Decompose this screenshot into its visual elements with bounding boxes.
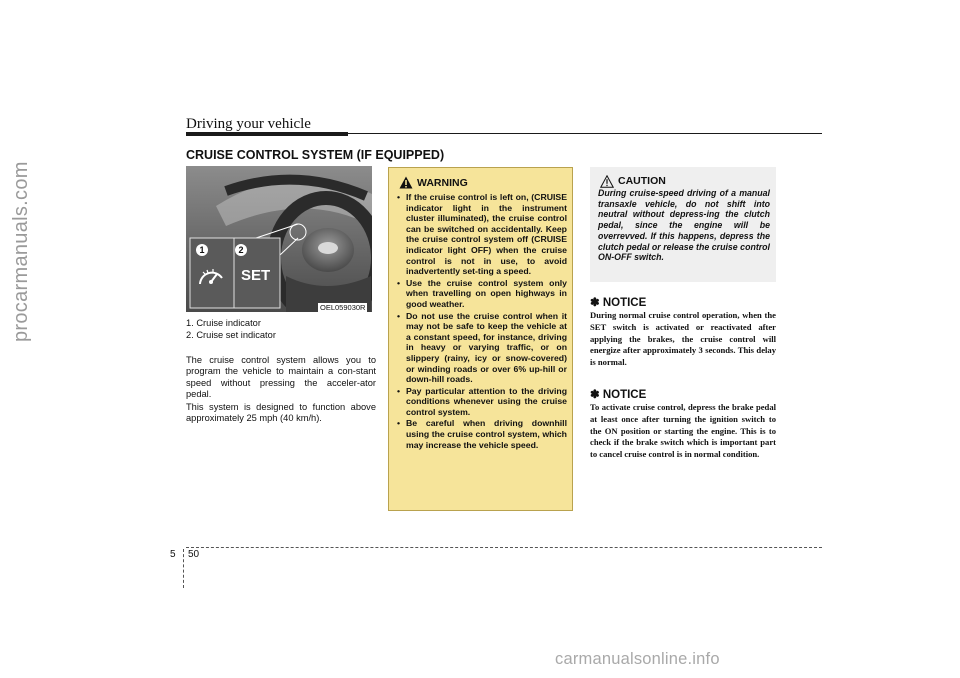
figure-code: OEL059030R [320, 303, 366, 312]
chapter-number: 5 [170, 549, 176, 560]
warning-item: • Be careful when driving downhill using the cruise control system, which may increase the vehicle speed. [397, 418, 567, 450]
footer-divider [183, 549, 184, 588]
dashboard-photo [186, 166, 372, 312]
warning-title: WARNING [417, 177, 468, 189]
caution-title: CAUTION [618, 175, 666, 187]
caution-text: During cruise-speed driving of a manual transaxle vehicle, do not shift into neutral without depress-ing the clutch pedal, since the engine will be overrevved. If this happens, depress the clutch pedal or release the cruise control ON-OFF switch. [598, 188, 770, 263]
callout-2-label: 2 [238, 245, 244, 255]
legend-item: 1. Cruise indicator [186, 318, 261, 328]
footer-rule [186, 547, 822, 548]
body-paragraph: The cruise control system allows you to program the vehicle to maintain a con-stant speed without pressing the acceler-ator pedal. [186, 355, 376, 400]
warning-item: • Do not use the cruise control when it may not be safe to keep the vehicle at a constant speed, for instance, driving in heavy or varying traffic, or on slippery (rainy, icy or snow-covered) or winding roads or over 6% up-hill or down-hill roads. [397, 311, 567, 385]
section-title: Driving your vehicle [186, 116, 311, 132]
page-number: 50 [188, 549, 200, 560]
set-indicator-label: SET [241, 267, 271, 284]
header-rule [348, 133, 822, 134]
warning-triangle-icon [399, 176, 413, 189]
notice-text: To activate cruise control, depress the brake pedal at least once after turning the ignition switch to the ON position or starting the engine. This is to check if the brake switch which is important part to cancel cruise control is in normal condition. [590, 402, 776, 460]
caution-box [590, 167, 776, 282]
caution-triangle-icon [600, 175, 614, 188]
side-watermark: procarmanuals.com [10, 161, 32, 342]
warning-item: • Pay particular attention to the driving conditions whenever using the cruise control system. [397, 386, 567, 418]
warning-box [388, 167, 573, 511]
legend-item: 2. Cruise set indicator [186, 330, 276, 340]
notice-title: ✽ NOTICE [590, 297, 647, 309]
header-bar [186, 132, 348, 136]
callout-2-badge [235, 244, 247, 256]
notice-title: ✽ NOTICE [590, 389, 647, 401]
dashboard-illustration [186, 166, 372, 312]
warning-item: • If the cruise control is left on, (CRUISE indicator light in the instrument cluster illuminated), the cruise control can be switched on accidentally. Keep the cruise control system off (CRUISE indicator light OFF) when the cruise control is not in use, to avoid inadvertently set-ting a speed. [397, 192, 567, 277]
callout-1-badge [196, 244, 208, 256]
warning-list [397, 192, 567, 451]
warning-item: • Use the cruise control system only when travelling on open highways in good weather. [397, 278, 567, 310]
chapter-title: CRUISE CONTROL SYSTEM (IF EQUIPPED) [186, 148, 445, 162]
notice-text: During normal cruise control operation, when the SET switch is activated or reactivated after applying the brakes, the cruise control will energize after approximately 3 seconds. This delay is normal. [590, 310, 776, 368]
bottom-watermark: carmanualsonline.info [555, 650, 720, 668]
callout-1-label: 1 [199, 245, 205, 255]
body-paragraph: This system is designed to function above approximately 25 mph (40 km/h). [186, 402, 376, 424]
